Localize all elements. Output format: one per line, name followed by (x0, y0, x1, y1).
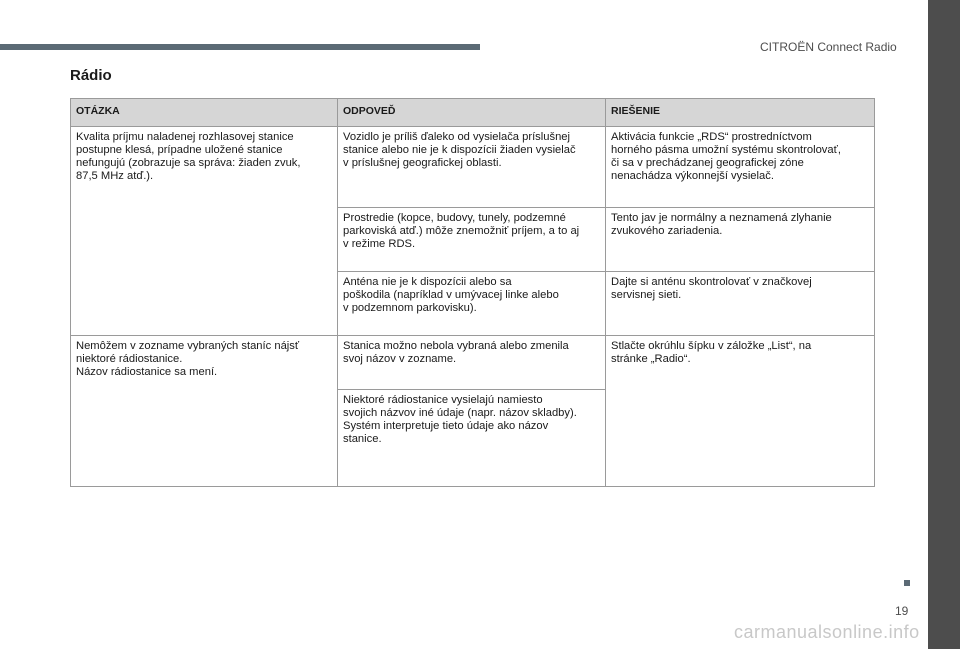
answer-text: Niektoré rádiostanice vysielajú namiesto svojich názvov iné údaje (napr. názov skladby). Systém interpretuje tieto údaje ako názov stanice. (343, 394, 577, 445)
answer-cell (338, 390, 606, 487)
answer-text: Anténa nie je k dispozícii alebo sa poškodila (napríklad v umývacej linke alebo v podzemnom parkovisku). (343, 276, 559, 314)
answer-cell (338, 272, 606, 336)
solution-text: Stlačte okrúhlu šípku v záložke „List“, na stránke „Radio“. (611, 340, 812, 365)
solution-text: Dajte si anténu skontrolovať v značkovej servisnej sieti. (611, 276, 812, 301)
solution-text: Tento jav je normálny a neznamená zlyhanie zvukového zariadenia. (611, 212, 832, 237)
table-row (71, 336, 875, 390)
solution-cell (606, 336, 875, 487)
answer-text: Vozidlo je príliš ďaleko od vysielača príslušnej stanice alebo nie je k dispozícii žiaden vysielač v príslušnej geografickej oblasti. (343, 131, 576, 169)
solution-cell (606, 127, 875, 208)
question-cell (71, 127, 338, 336)
answer-cell (338, 127, 606, 208)
table-header-row (71, 99, 875, 127)
brand-title: CITROËN Connect Radio (760, 40, 897, 54)
header-question: OTÁZKA (71, 99, 338, 127)
side-bar (928, 0, 960, 649)
section-title: Rádio (70, 67, 112, 84)
answer-cell (338, 208, 606, 272)
answer-cell (338, 336, 606, 390)
question-text: Kvalita príjmu naladenej rozhlasovej stanice postupne klesá, prípadne uložené stanice nefungujú (zobrazuje sa správa: žiaden zvuk, 87,5 MHz atď.). (76, 131, 301, 182)
watermark: carmanualsonline.info (734, 622, 920, 642)
answer-text: Prostredie (kopce, budovy, tunely, podzemné parkoviská atď.) môže znemožniť príjem, a to aj v režime RDS. (343, 212, 580, 250)
question-cell (71, 336, 338, 487)
header-answer: ODPOVEĎ (338, 99, 606, 127)
page-marker (904, 580, 910, 586)
table-row (71, 127, 875, 208)
header-solution: RIEŠENIE (606, 99, 875, 127)
solution-text: Aktivácia funkcie „RDS“ prostredníctvom horného pásma umožní systému skontrolovať, či sa v prechádzanej geografickej zóne nenachádza výkonnejší vysielač. (611, 131, 841, 182)
solution-cell (606, 272, 875, 336)
question-text: Nemôžem v zozname vybraných staníc nájsť niektoré rádiostanice. Názov rádiostanice sa mení. (76, 340, 300, 378)
page-number: 19 (895, 604, 909, 618)
answer-text: Stanica možno nebola vybraná alebo zmenila svoj názov v zozname. (343, 340, 569, 365)
header-rule (0, 44, 480, 50)
faq-table (70, 98, 875, 487)
solution-cell (606, 208, 875, 272)
